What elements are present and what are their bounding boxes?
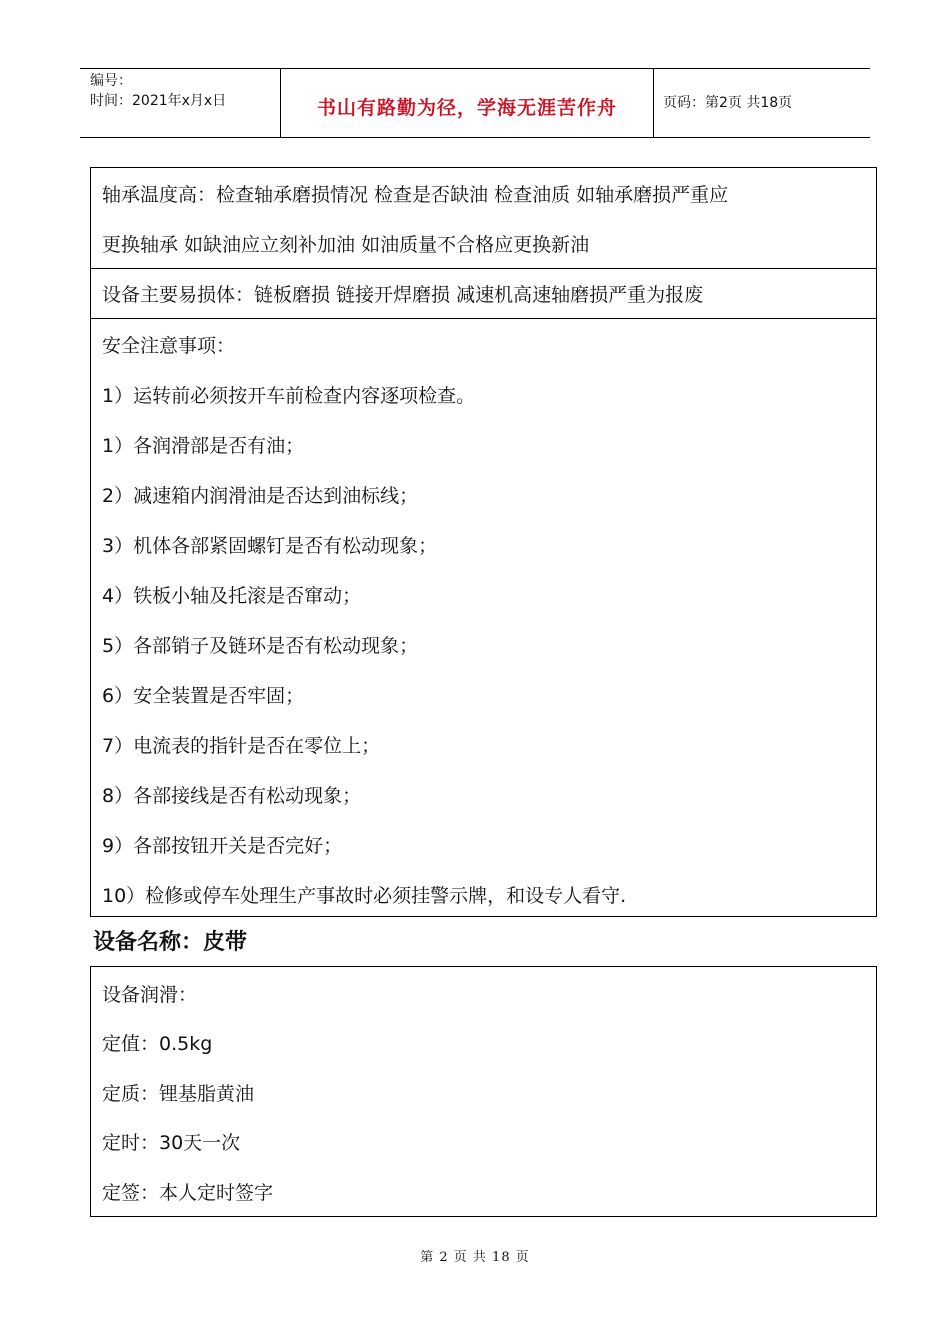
header-middle-cell bbox=[280, 69, 654, 137]
table-text-line: 设备主要易损体：链板磨损 链接开焊磨损 减速机高速轴磨损严重为报废 bbox=[102, 284, 704, 306]
list-item: 6）安全装置是否牢固； bbox=[102, 685, 305, 707]
list-item: 2）减速箱内润滑油是否达到油标线； bbox=[102, 485, 419, 507]
lubrication-table bbox=[90, 966, 877, 1217]
list-item: 7）电流表的指针是否在零位上； bbox=[102, 735, 381, 757]
list-item: 3）机体各部紧固螺钉是否有松动现象； bbox=[102, 535, 438, 557]
section-title: 设备名称：皮带 bbox=[93, 930, 248, 955]
header-right-cell bbox=[653, 69, 870, 137]
page-number-label: 页码：第2页 共18页 bbox=[663, 95, 793, 111]
maintenance-table bbox=[90, 167, 877, 917]
table-text-line: 轴承温度高：检查轴承磨损情况 检查是否缺油 检查油质 如轴承磨损严重应 bbox=[102, 184, 729, 206]
page-footer: 第 2 页 共 18 页 bbox=[420, 1250, 530, 1265]
list-item: 9）各部按钮开关是否完好； bbox=[102, 835, 343, 857]
table-text-line: 更换轴承 如缺油应立刻补加油 如油质量不合格应更换新油 bbox=[102, 234, 590, 256]
list-item: 10）检修或停车处理生产事故时必须挂警示牌，和设专人看守. bbox=[102, 885, 627, 907]
safety-heading: 安全注意事项： bbox=[102, 335, 236, 357]
table-row-safety bbox=[91, 319, 876, 917]
time-label: 时间：2021年x月x日 bbox=[90, 93, 227, 109]
list-item: 5）各部销子及链环是否有松动现象； bbox=[102, 635, 419, 657]
header-motto: 书山有路勤为径，学海无涯苦作舟 bbox=[316, 97, 617, 119]
list-item: 定值：0.5kg bbox=[102, 1033, 213, 1055]
serial-label: 编号： bbox=[90, 73, 132, 89]
list-item: 4）铁板小轴及托滚是否窜动； bbox=[102, 585, 362, 607]
list-item: 定质：锂基脂黄油 bbox=[102, 1083, 255, 1105]
table-row-wear-parts bbox=[91, 269, 876, 319]
list-item: 1）各润滑部是否有油； bbox=[102, 435, 305, 457]
page-header bbox=[80, 68, 870, 138]
header-left-cell bbox=[80, 69, 280, 137]
table-row-bearing bbox=[91, 168, 876, 269]
list-item: 8）各部接线是否有松动现象； bbox=[102, 785, 362, 807]
list-item: 1）运转前必须按开车前检查内容逐项检查。 bbox=[102, 385, 476, 407]
list-item: 定时：30天一次 bbox=[102, 1132, 241, 1154]
list-item: 定签：本人定时签字 bbox=[102, 1182, 274, 1204]
lubrication-heading: 设备润滑： bbox=[102, 984, 198, 1006]
